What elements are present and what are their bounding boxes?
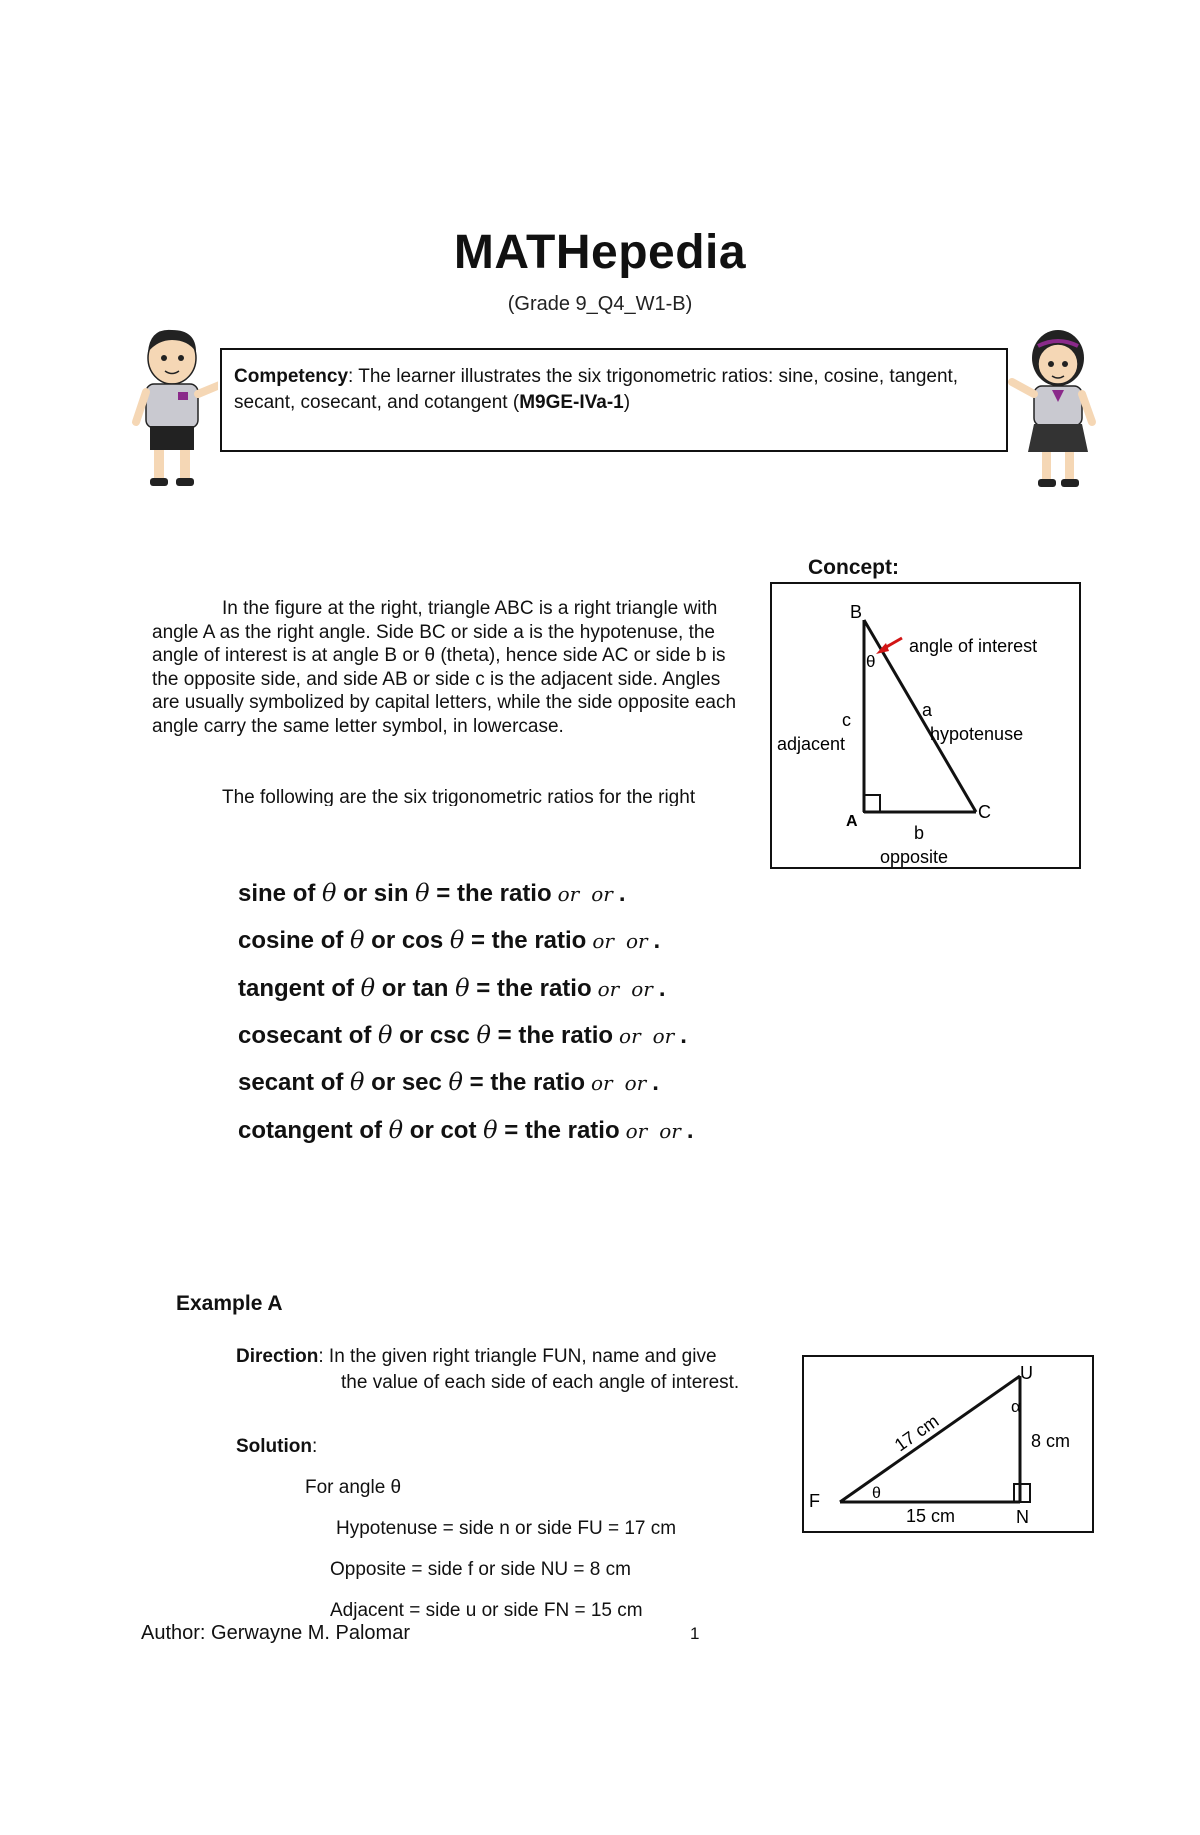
side-a-label: a — [922, 700, 933, 720]
concept-paragraph-cut: The following are the six trigonometric ratios for the right — [222, 787, 696, 806]
solution-label: Solution — [236, 1436, 312, 1457]
girl-student-illustration — [1008, 324, 1100, 494]
theta-fun-label: θ — [872, 1485, 881, 1502]
right-angle-marker — [864, 795, 880, 812]
vertex-f-label: F — [809, 1491, 820, 1511]
hyp-17cm-label: 17 cm — [890, 1410, 943, 1456]
side-b-label: b — [914, 823, 925, 843]
solution-heading: Solution: — [236, 1436, 318, 1457]
side-c-label: c — [842, 710, 851, 730]
right-angle-marker-n — [1014, 1484, 1030, 1502]
ratio-row: cotangent of θ or cot θ = the ratio or or . — [238, 1116, 694, 1144]
direction-label: Direction — [236, 1346, 319, 1367]
vertex-n-label: N — [1016, 1507, 1029, 1527]
vertex-c-label: C — [978, 802, 991, 822]
theta-label: θ — [866, 652, 876, 671]
side-fu — [840, 1376, 1020, 1502]
example-title: Example A — [176, 1292, 283, 1315]
concept-label: Concept: — [808, 556, 899, 579]
competency-code: M9GE-IVa-1 — [519, 392, 624, 413]
adj-15cm-label: 15 cm — [906, 1506, 956, 1526]
triangle-fun-figure — [802, 1355, 1094, 1533]
angle-of-interest-label: angle of interest — [909, 636, 1038, 656]
direction-text: Direction: In the given right triangle FUN, name and give the value of each side of each angle of interest. — [236, 1346, 740, 1393]
ratio-row: cosecant of θ or csc θ = the ratio or or . — [238, 1021, 687, 1049]
adjacent-label: adjacent — [777, 734, 846, 754]
hypotenuse-line: Hypotenuse = side n or side FU = 17 cm — [336, 1518, 677, 1539]
vertex-b-label: B — [850, 602, 863, 622]
opp-8cm-label: 8 cm — [1031, 1431, 1071, 1451]
boy-student-illustration — [126, 322, 218, 492]
ratio-row: cosine of θ or cos θ = the ratio or or . — [238, 926, 661, 954]
opposite-line: Opposite = side f or side NU = 8 cm — [330, 1559, 631, 1580]
hypotenuse-label: hypotenuse — [930, 724, 1024, 744]
ratio-row: tangent of θ or tan θ = the ratio or or . — [238, 974, 666, 1002]
page-number: 1 — [690, 1624, 700, 1643]
competency-text: Competency: The learner illustrates the six trigonometric ratios: sine, cosine, tangent, secant, cosecant, and cotangent (M9GE-IVa-1) — [234, 366, 959, 413]
vertex-u-label: U — [1020, 1363, 1033, 1383]
author-footer: Author: Gerwayne M. Palomar — [141, 1622, 410, 1644]
alpha-label: α — [1011, 1397, 1021, 1416]
opposite-label: opposite — [880, 847, 949, 867]
page-subtitle: (Grade 9_Q4_W1-B) — [507, 293, 693, 315]
ratio-row: secant of θ or sec θ = the ratio or or . — [238, 1068, 659, 1096]
triangle-abc-figure — [770, 582, 1081, 869]
page-title: MATHepedia — [453, 226, 747, 279]
competency-label: Competency — [234, 366, 349, 387]
for-angle-line: For angle θ — [305, 1477, 402, 1498]
vertex-a-label: A — [846, 813, 858, 830]
adjacent-line: Adjacent = side u or side FN = 15 cm — [330, 1600, 643, 1621]
concept-paragraph: In the figure at the right, triangle ABC is a right triangle with angle A as the right angle. Side BC or side a is the hypotenuse, the angle of interest is at angle B or θ (theta), hence side AC or side b is the opposite side, and side AB or side c is the adjacent side. Angles are usually symbolized by capital letters, while the side opposite each angle carry the same letter symbol, in lowercase. — [152, 598, 737, 737]
ratio-row: sine of θ or sin θ = the ratio or or . — [238, 879, 626, 907]
